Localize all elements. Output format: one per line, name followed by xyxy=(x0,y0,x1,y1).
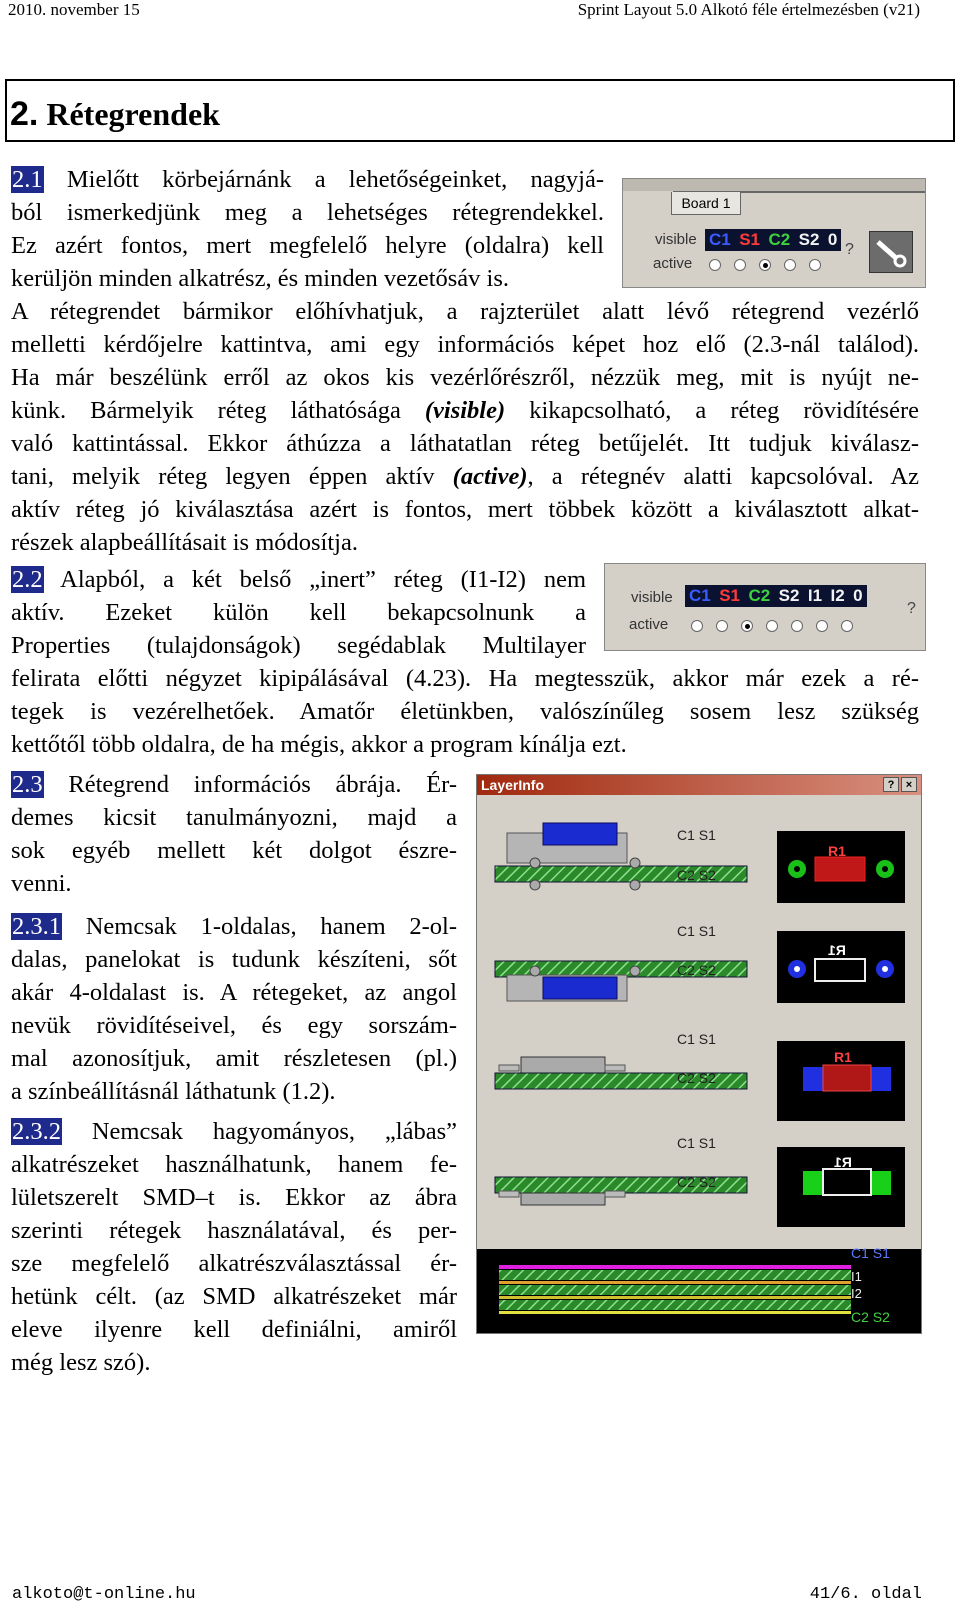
text-fragment: Nemcsak hagyományos, „lábas” xyxy=(62,1118,457,1145)
text-line: még lesz szó). xyxy=(11,1349,151,1376)
radio-i1[interactable] xyxy=(791,620,803,632)
text-line: kettőtől több oldalra, de ha mégis, akkor a program kínálja ezt. xyxy=(11,731,627,758)
active-term: (active) xyxy=(452,463,528,490)
text-fragment: Alapból, a két belső „inert” réteg (I1-I2) nem xyxy=(43,566,586,593)
section-2-3-2 xyxy=(11,1115,457,1379)
text-line: sok egyéb mellett két dolgot észre- xyxy=(11,837,457,864)
text-fragment: künk. Bármelyik réteg láthatósága xyxy=(11,397,425,424)
radio-c2[interactable] xyxy=(759,259,771,271)
text-line: szerinti rétegek használatával, és per- xyxy=(11,1217,457,1244)
panel1-component: R1 xyxy=(828,843,846,859)
board-tab[interactable]: Board 1 xyxy=(671,192,741,215)
text-line: A rétegrendet bármikor előhívhatjuk, a rajzterület alatt lévő rétegrend vezérlő xyxy=(11,298,919,325)
text-line: melletti kérdőjelre kattintva, ami egy információs képet hoz elő (2.3-nál találod). xyxy=(11,331,919,358)
text-line: sze megfelelő alkatrészválasztással ér- xyxy=(11,1250,457,1277)
text-line: felirata előtti négyzet kipipálásával (4.23). Ha megtesszük, akkor már ezek a ré- xyxy=(11,665,919,692)
active-label: active xyxy=(629,616,669,633)
layer-c2-toggle[interactable]: C2 xyxy=(768,230,791,249)
section-number: 2.3.2 xyxy=(12,1118,61,1145)
text-line xyxy=(11,394,919,427)
layer-s2-toggle[interactable]: S2 xyxy=(798,230,820,249)
radio-0[interactable] xyxy=(809,259,821,271)
layer-c1-toggle[interactable]: C1 xyxy=(709,230,731,249)
text-line: kerüljön minden alkatrész, és minden vezetősáv is. xyxy=(11,265,510,292)
layer-s1-toggle[interactable]: S1 xyxy=(719,586,740,605)
panel4-top-label: C1 S1 xyxy=(677,1135,716,1151)
layer-c1-toggle[interactable]: C1 xyxy=(689,586,711,605)
layer-s2-toggle[interactable]: S2 xyxy=(778,586,800,605)
section-2-3 xyxy=(11,768,457,900)
panel2-component: R1 xyxy=(828,942,846,958)
help-button[interactable]: ? xyxy=(883,777,899,792)
text-line: ból ismerkedjünk meg a lehetséges rétegrendekkel. xyxy=(11,199,604,226)
panel3-top-label: C1 S1 xyxy=(677,1031,716,1047)
layerinfo-titlebar xyxy=(477,775,921,795)
text-line: lületszerelt SMD–t is. Ekkor az ábra xyxy=(11,1184,457,1211)
stack-label-c2s2: C2 S2 xyxy=(851,1309,890,1325)
radio-s2[interactable] xyxy=(784,259,796,271)
text-line: Mielőtt körbejárnánk a lehetőségeinket, nagyjá- xyxy=(43,166,604,193)
section-2-1-narrow xyxy=(11,163,604,295)
active-label: active xyxy=(653,255,693,272)
text-line: dalas, panelokat is tudunk készíteni, sőt xyxy=(11,946,457,973)
title-number: 2. xyxy=(10,95,39,133)
radio-c1[interactable] xyxy=(709,259,721,271)
text-line: hetünk célt. (az SMD alkatrészeket már xyxy=(11,1283,457,1310)
layer-control-screenshot-1 xyxy=(622,178,926,288)
panel-tht-top xyxy=(477,805,921,909)
panel4-component: R1 xyxy=(834,1154,852,1170)
panel3-bottom-label: C2 S2 xyxy=(677,1070,716,1086)
text-fragment: , a rétegnév alatti kapcsolóval. Az xyxy=(527,463,919,490)
panel4-bottom-label: C2 S2 xyxy=(677,1174,716,1190)
text-line xyxy=(11,460,919,493)
layer-0-toggle[interactable]: 0 xyxy=(827,230,838,249)
text-line: mal azonosítjuk, amit részletesen (pl.) xyxy=(11,1045,457,1072)
layerinfo-window xyxy=(476,774,922,1334)
text-fragment: Rétegrend információs ábrája. Ér- xyxy=(43,771,457,798)
layer-i1-toggle[interactable]: I1 xyxy=(807,586,823,605)
title-text: Rétegrendek xyxy=(46,96,220,132)
panel2-top-label: C1 S1 xyxy=(677,923,716,939)
section-number: 2.2 xyxy=(12,566,43,593)
text-line: való kattintással. Ekkor áthúzza a láthatatlan réteg betűjelét. Itt tudjuk kiválasz- xyxy=(11,430,919,457)
text-line: alkatrészeket használhatunk, hanem fe- xyxy=(11,1151,457,1178)
active-radios xyxy=(691,619,866,637)
wrench-icon[interactable] xyxy=(869,231,913,273)
text-line: venni. xyxy=(11,870,72,897)
layer-control-screenshot-2 xyxy=(604,563,926,651)
visible-label: visible xyxy=(631,589,673,606)
layer-c2-toggle[interactable]: C2 xyxy=(748,586,771,605)
stack-label-i2: I2 xyxy=(851,1286,862,1301)
text-line: aktív réteg jó kiválasztása azért is fontos, mert többek között a kiválasztott alkat- xyxy=(11,496,919,523)
radio-c2[interactable] xyxy=(741,620,753,632)
text-line: Ha már beszélünk erről az okos kis vezérlőrészről, nézzük meg, mit is nyújt ne- xyxy=(11,364,919,391)
header-doc-title: Sprint Layout 5.0 Alkotó féle értelmezésben (v21) xyxy=(577,0,920,19)
text-fragment: tani, melyik réteg legyen éppen aktív xyxy=(11,463,453,490)
panel1-bottom-label: C2 S2 xyxy=(677,867,716,883)
text-line: Properties (tulajdonságok) segédablak Multilayer xyxy=(11,632,586,659)
stack-label-i1: I1 xyxy=(851,1269,862,1284)
layerinfo-title: LayerInfo xyxy=(481,777,545,793)
layer-badges xyxy=(705,229,841,251)
text-line: tegek is vezérelhetőek. Amatőr életünkben, valószínűleg sosem lesz szükség xyxy=(11,698,919,725)
footer-page-number: 41/6. oldal xyxy=(809,1585,922,1604)
section-number: 2.3 xyxy=(12,771,43,798)
text-fragment: Nemcsak 1-oldalas, hanem 2-ol- xyxy=(62,913,457,940)
text-fragment: kikapcsolható, a réteg rövidítésére xyxy=(505,397,919,424)
radio-s1[interactable] xyxy=(734,259,746,271)
text-line: aktív. Ezeket külön kell bekapcsolnunk a xyxy=(11,599,586,626)
text-line: eleve ilyenre kell definiálni, amiről xyxy=(11,1316,457,1343)
active-radios xyxy=(709,258,834,276)
section-2-3-1 xyxy=(11,910,457,1108)
layer-0-toggle[interactable]: 0 xyxy=(853,586,863,605)
layer-s1-toggle[interactable]: S1 xyxy=(739,230,760,249)
text-line: nevük rövidítéseivel, és egy sorszám- xyxy=(11,1012,457,1039)
visible-label: visible xyxy=(655,231,697,248)
panel2-bottom-label: C2 S2 xyxy=(677,962,716,978)
stack-label-c1s1: C1 S1 xyxy=(851,1245,890,1261)
panel3-component: R1 xyxy=(834,1049,852,1065)
text-line: demes kicsit tanulmányozni, majd a xyxy=(11,804,457,831)
panel1-top-label: C1 S1 xyxy=(677,827,716,843)
radio-i2[interactable] xyxy=(816,620,828,632)
section-number: 2.1 xyxy=(12,166,43,193)
text-line: részek alapbeállításait is módosítja. xyxy=(11,529,358,556)
layer-badges xyxy=(685,585,867,607)
section-2-1-body xyxy=(11,295,919,559)
help-question-button[interactable]: ? xyxy=(845,241,854,258)
help-question-button[interactable]: ? xyxy=(907,600,916,617)
header-date: 2010. november 15 xyxy=(8,0,140,19)
text-line: akár 4-oldalast is. A rétegeket, az angol xyxy=(11,979,457,1006)
visible-term: (visible) xyxy=(424,397,506,424)
radio-c1[interactable] xyxy=(691,620,703,632)
section-2-2-narrow xyxy=(11,563,586,662)
radio-s1[interactable] xyxy=(716,620,728,632)
text-line: a színbeállításnál láthatunk (1.2). xyxy=(11,1078,336,1105)
text-line: Ez azért fontos, mert megfelelő helyre (oldalra) kell xyxy=(11,232,604,259)
close-button[interactable]: × xyxy=(901,777,917,792)
section-2-2-body xyxy=(11,662,919,761)
radio-0[interactable] xyxy=(841,620,853,632)
radio-s2[interactable] xyxy=(766,620,778,632)
footer-email: alkoto@t-online.hu xyxy=(12,1585,196,1604)
layer-i2-toggle[interactable]: I2 xyxy=(830,586,845,605)
section-number: 2.3.1 xyxy=(12,913,61,940)
page-title xyxy=(10,95,220,134)
